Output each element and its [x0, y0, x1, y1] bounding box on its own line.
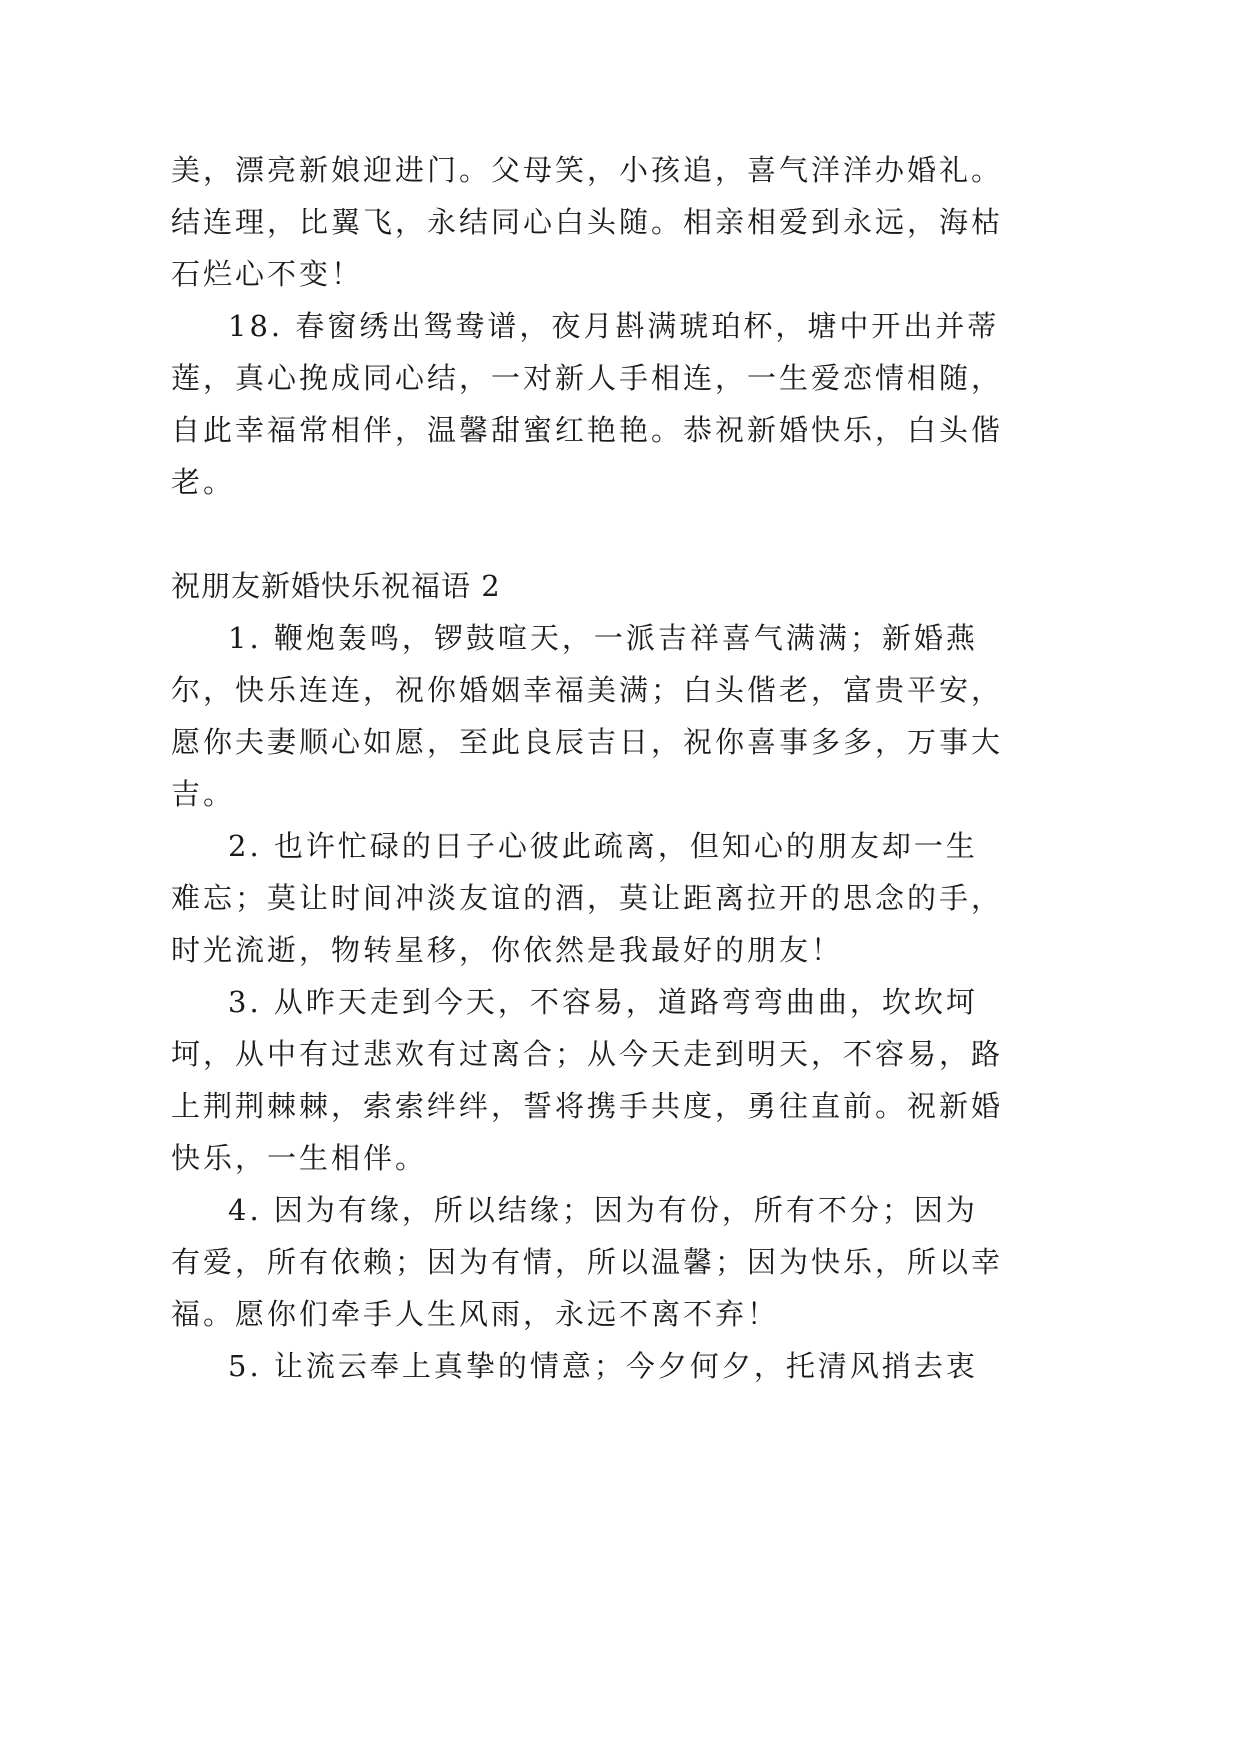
text-line: 尔，快乐连连，祝你婚姻幸福美满；白头偕老，富贵平安，: [171, 673, 1004, 707]
text-line: 石烂心不变！: [171, 257, 364, 291]
text-line: 吉。: [171, 777, 236, 811]
text-line: 18. 春窗绣出鸳鸯谱，夜月斟满琥珀杯，塘中开出并蒂: [228, 309, 1000, 343]
text-line: 难忘；莫让时间冲淡友谊的酒，莫让距离拉开的思念的手，: [171, 881, 1004, 915]
text-line: 有爱，所有依赖；因为有情，所以温馨；因为快乐，所以幸: [171, 1245, 1004, 1279]
text-line: 结连理，比翼飞，永结同心白头随。相亲相爱到永远，海枯: [171, 205, 1004, 239]
text-line: 4. 因为有缘，所以结缘；因为有份，所有不分；因为: [228, 1193, 978, 1227]
section-heading: 祝朋友新婚快乐祝福语 2: [171, 569, 501, 603]
text-line: 莲，真心挽成同心结，一对新人手相连，一生爱恋情相随，: [171, 361, 1004, 395]
text-line: 自此幸福常相伴，温馨甜蜜红艳艳。恭祝新婚快乐，白头偕: [171, 413, 1004, 447]
text-line: 3. 从昨天走到今天，不容易，道路弯弯曲曲，坎坎坷: [228, 985, 978, 1019]
text-line: 老。: [171, 465, 236, 499]
text-line: 时光流逝，物转星移，你依然是我最好的朋友！: [171, 933, 844, 967]
text-line: 美，漂亮新娘迎进门。父母笑，小孩追，喜气洋洋办婚礼。: [171, 153, 1004, 187]
text-line: 福。愿你们牵手人生风雨，永远不离不弃！: [171, 1297, 780, 1331]
text-line: 坷，从中有过悲欢有过离合；从今天走到明天，不容易，路: [171, 1037, 1004, 1071]
text-line: 快乐，一生相伴。: [171, 1141, 428, 1175]
text-line: 愿你夫妻顺心如愿，至此良辰吉日，祝你喜事多多，万事大: [171, 725, 1004, 759]
text-line: 1. 鞭炮轰鸣，锣鼓喧天，一派吉祥喜气满满；新婚燕: [228, 621, 978, 655]
text-line: 2. 也许忙碌的日子心彼此疏离，但知心的朋友却一生: [228, 829, 978, 863]
text-line: 5. 让流云奉上真挚的情意；今夕何夕，托清风捎去衷: [228, 1349, 978, 1383]
text-line: 上荆荆棘棘，索索绊绊，誓将携手共度，勇往直前。祝新婚: [171, 1089, 1004, 1123]
